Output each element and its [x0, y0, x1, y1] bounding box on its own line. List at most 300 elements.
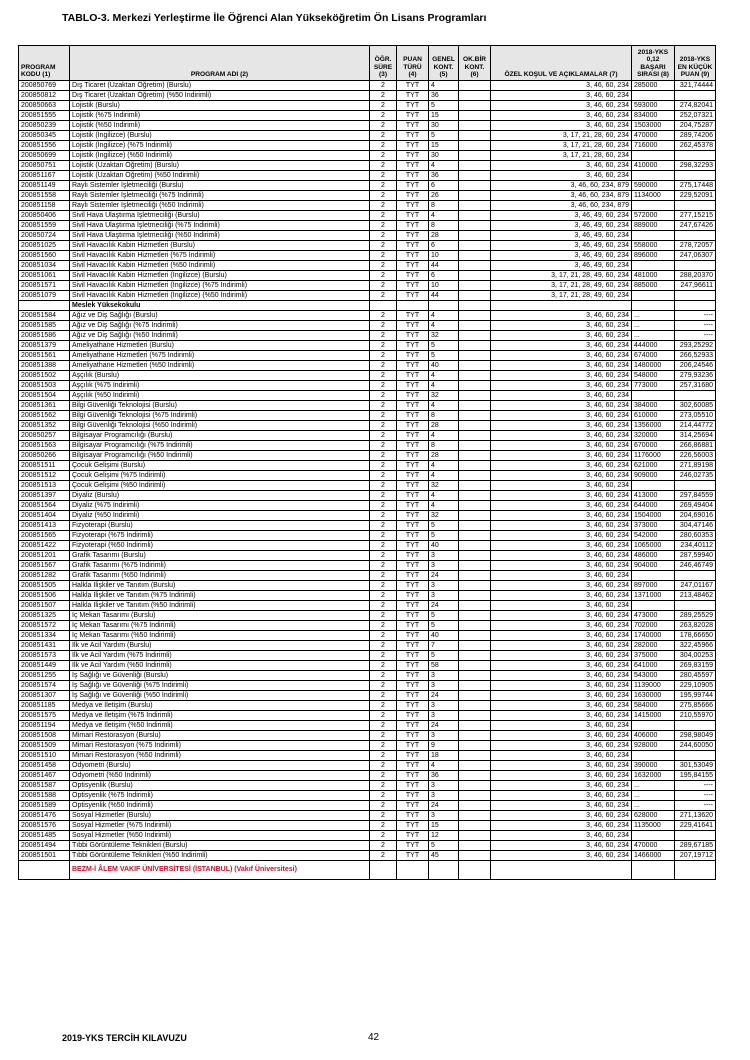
cell-quota: 3: [429, 591, 459, 601]
cell-okbir: [459, 261, 491, 271]
cell-score: 287,59940: [675, 551, 716, 561]
cell-code: 200851307: [19, 691, 70, 701]
cell-type: TYT: [397, 231, 429, 241]
cell-okbir: [459, 821, 491, 831]
cell-okbir: [459, 361, 491, 371]
cell-code: 200851562: [19, 411, 70, 421]
cell-code: 200851449: [19, 661, 70, 671]
cell-score: 195,84155: [675, 771, 716, 781]
cell-type: TYT: [397, 551, 429, 561]
cell-name: Raylı Sistemler İşletmeciliği (%50 İndirimli): [70, 201, 370, 211]
cell-okbir: [459, 751, 491, 761]
page-number: 42: [368, 1032, 380, 1043]
cell-name: İlk ve Acil Yardım (%75 İndirimli): [70, 651, 370, 661]
cell-notes: 3, 46, 60, 234: [491, 331, 632, 341]
cell-type: TYT: [397, 761, 429, 771]
cell-name: Odyometri (Burslu): [70, 761, 370, 771]
cell-quota: 44: [429, 291, 459, 301]
cell-dur: 2: [370, 361, 397, 371]
cell-rank: 390000: [632, 761, 675, 771]
cell-rank: [632, 601, 675, 611]
cell-dur: 2: [370, 191, 397, 201]
cell-rank: 410000: [632, 161, 675, 171]
cell-notes: 3, 46, 60, 234: [491, 811, 632, 821]
table-row: [19, 661, 716, 671]
cell-notes: 3, 46, 60, 234: [491, 491, 632, 501]
cell-name: Sivil Hava Ulaştırma İşletmeciliği (Burslu): [70, 211, 370, 221]
cell-okbir: [459, 541, 491, 551]
cell-dur: 2: [370, 421, 397, 431]
cell-okbir: [459, 701, 491, 711]
cell-type: TYT: [397, 731, 429, 741]
table-header-row: [19, 46, 716, 81]
cell-quota: 4: [429, 501, 459, 511]
cell-code: 200851503: [19, 381, 70, 391]
cell-type: TYT: [397, 261, 429, 271]
table-row: [19, 561, 716, 571]
cell-okbir: [459, 321, 491, 331]
cell-quota: 3: [429, 711, 459, 721]
table-row: [19, 481, 716, 491]
cell-quota: 7: [429, 641, 459, 651]
footer-text: 2019-YKS TERCİH KILAVUZU: [62, 1033, 187, 1043]
cell-okbir: [459, 171, 491, 181]
cell-name: Mimari Restorasyon (%50 İndirimli): [70, 751, 370, 761]
table-row: [19, 501, 716, 511]
table-row: [19, 81, 716, 91]
cell-okbir: [459, 571, 491, 581]
cell-notes: 3, 46, 60, 234: [491, 711, 632, 721]
cell-rank: 1503000: [632, 121, 675, 131]
cell-okbir: [459, 371, 491, 381]
cell-score: 257,31680: [675, 381, 716, 391]
cell-rank: 384000: [632, 401, 675, 411]
cell-code: 200851458: [19, 761, 70, 771]
cell-notes: 3, 46, 60, 234: [491, 531, 632, 541]
cell-type: TYT: [397, 791, 429, 801]
cell-name: Medya ve İletişim (%75 İndirimli): [70, 711, 370, 721]
cell-quota: 10: [429, 251, 459, 261]
cell-quota: 5: [429, 341, 459, 351]
cell-rank: 702000: [632, 621, 675, 631]
cell-okbir: [459, 591, 491, 601]
table-row: [19, 351, 716, 361]
empty-cell: [429, 861, 459, 880]
cell-quota: 32: [429, 391, 459, 401]
header-okbir: OK.BİR KONT. (6): [459, 46, 491, 81]
cell-code: 200850724: [19, 231, 70, 241]
cell-quota: 5: [429, 521, 459, 531]
cell-name: Lojistik (İngilizce) (%75 İndirimli): [70, 141, 370, 151]
empty-cell: [491, 861, 632, 880]
cell-score: ----: [675, 791, 716, 801]
cell-quota: 5: [429, 131, 459, 141]
cell-dur: 2: [370, 561, 397, 571]
cell-type: TYT: [397, 81, 429, 91]
cell-quota: 4: [429, 401, 459, 411]
cell-code: 200851510: [19, 751, 70, 761]
cell-notes: 3, 46, 60, 234, 879: [491, 201, 632, 211]
cell-quota: 5: [429, 531, 459, 541]
cell-name: Lojistik (%75 İndirimli): [70, 111, 370, 121]
cell-notes: 3, 46, 60, 234: [491, 321, 632, 331]
cell-code: 200851564: [19, 501, 70, 511]
cell-code: 200851352: [19, 421, 70, 431]
cell-rank: [632, 201, 675, 211]
cell-rank: ...: [632, 311, 675, 321]
cell-name: Fizyoterapi (%50 İndirimli): [70, 541, 370, 551]
cell-rank: 481000: [632, 271, 675, 281]
cell-score: 275,17448: [675, 181, 716, 191]
cell-quota: 5: [429, 651, 459, 661]
cell-name: Optisyenlik (%50 İndirimli): [70, 801, 370, 811]
cell-score: [675, 831, 716, 841]
cell-notes: 3, 46, 60, 234: [491, 701, 632, 711]
cell-okbir: [459, 311, 491, 321]
cell-notes: 3, 46, 60, 234: [491, 831, 632, 841]
cell-notes: 3, 46, 60, 234: [491, 681, 632, 691]
cell-notes: 3, 46, 60, 234: [491, 511, 632, 521]
cell-notes: 3, 17, 21, 28, 60, 234: [491, 151, 632, 161]
cell-notes: 3, 46, 60, 234: [491, 761, 632, 771]
header-duration: ÖĞR. SÜRE (3): [370, 46, 397, 81]
cell-quota: 40: [429, 541, 459, 551]
cell-code: 200850812: [19, 91, 70, 101]
cell-rank: 413000: [632, 491, 675, 501]
cell-quota: 40: [429, 361, 459, 371]
cell-notes: 3, 17, 21, 28, 49, 60, 234: [491, 271, 632, 281]
cell-notes: 3, 46, 60, 234: [491, 441, 632, 451]
cell-rank: [632, 291, 675, 301]
programs-table: [18, 45, 716, 880]
cell-dur: 2: [370, 461, 397, 471]
cell-code: 200851404: [19, 511, 70, 521]
cell-code: 200850266: [19, 451, 70, 461]
cell-rank: ...: [632, 331, 675, 341]
cell-name: Diyaliz (%75 İndirimli): [70, 501, 370, 511]
cell-rank: 1480000: [632, 361, 675, 371]
cell-quota: 3: [429, 731, 459, 741]
cell-quota: 5: [429, 611, 459, 621]
cell-code: 200851507: [19, 601, 70, 611]
cell-score: 271,13620: [675, 811, 716, 821]
cell-quota: 3: [429, 791, 459, 801]
cell-notes: 3, 46, 60, 234: [491, 561, 632, 571]
cell-type: TYT: [397, 651, 429, 661]
cell-score: ----: [675, 311, 716, 321]
cell-name: Çocuk Gelişimi (%50 İndirimli): [70, 481, 370, 491]
cell-rank: 670000: [632, 441, 675, 451]
empty-cell: [632, 301, 675, 311]
cell-dur: 2: [370, 751, 397, 761]
cell-notes: 3, 46, 60, 234: [491, 81, 632, 91]
cell-name: Sivil Hava Ulaştırma İşletmeciliği (%75 İndirimli): [70, 221, 370, 231]
cell-score: 275,85666: [675, 701, 716, 711]
cell-type: TYT: [397, 111, 429, 121]
cell-code: 200851255: [19, 671, 70, 681]
cell-name: Bilgisayar Programcılığı (%50 İndirimli): [70, 451, 370, 461]
cell-type: TYT: [397, 841, 429, 851]
cell-okbir: [459, 271, 491, 281]
cell-okbir: [459, 741, 491, 751]
cell-rank: 1176000: [632, 451, 675, 461]
cell-rank: 486000: [632, 551, 675, 561]
cell-notes: 3, 46, 60, 234: [491, 111, 632, 121]
cell-score: [675, 751, 716, 761]
header-notes: ÖZEL KOŞUL VE AÇIKLAMALAR (7): [491, 46, 632, 81]
cell-score: 273,05510: [675, 411, 716, 421]
cell-name: Sosyal Hizmetler (%50 İndirimli): [70, 831, 370, 841]
cell-type: TYT: [397, 241, 429, 251]
cell-score: 252,07321: [675, 111, 716, 121]
table-row: [19, 511, 716, 521]
cell-notes: 3, 46, 49, 60, 234: [491, 231, 632, 241]
cell-rank: 909000: [632, 471, 675, 481]
table-row: [19, 751, 716, 761]
cell-name: İlk ve Acil Yardım (%50 İndirimli): [70, 661, 370, 671]
cell-score: [675, 231, 716, 241]
cell-name: Ağız ve Diş Sağlığı (%75 İndirimli): [70, 321, 370, 331]
cell-type: TYT: [397, 201, 429, 211]
cell-type: TYT: [397, 291, 429, 301]
cell-dur: 2: [370, 241, 397, 251]
cell-quota: 8: [429, 411, 459, 421]
cell-type: TYT: [397, 751, 429, 761]
cell-code: 200851185: [19, 701, 70, 711]
cell-name: İş Sağlığı ve Güvenliği (%50 İndirimli): [70, 691, 370, 701]
cell-okbir: [459, 761, 491, 771]
cell-okbir: [459, 691, 491, 701]
cell-okbir: [459, 401, 491, 411]
cell-notes: 3, 46, 60, 234: [491, 361, 632, 371]
section-code-cell: [19, 301, 70, 311]
cell-score: 277,15215: [675, 211, 716, 221]
table-row: [19, 391, 716, 401]
cell-rank: 928000: [632, 741, 675, 751]
table-row: [19, 781, 716, 791]
cell-okbir: [459, 111, 491, 121]
cell-name: Optisyenlik (%75 İndirimli): [70, 791, 370, 801]
cell-dur: 2: [370, 261, 397, 271]
cell-rank: ...: [632, 321, 675, 331]
cell-score: [675, 91, 716, 101]
cell-score: 266,52933: [675, 351, 716, 361]
cell-score: 195,99744: [675, 691, 716, 701]
cell-rank: 444000: [632, 341, 675, 351]
cell-dur: 2: [370, 731, 397, 741]
table-row: [19, 331, 716, 341]
cell-quota: 4: [429, 471, 459, 481]
cell-code: 200851556: [19, 141, 70, 151]
cell-dur: 2: [370, 601, 397, 611]
cell-dur: 2: [370, 791, 397, 801]
cell-name: Grafik Tasarımı (%75 İndirimli): [70, 561, 370, 571]
cell-dur: 2: [370, 611, 397, 621]
cell-notes: 3, 46, 60, 234: [491, 781, 632, 791]
header-min-score: 2018-YKS EN KÜÇÜK PUAN (9): [675, 46, 716, 81]
cell-score: 262,45378: [675, 141, 716, 151]
table-row: [19, 111, 716, 121]
cell-notes: 3, 46, 60, 234: [491, 381, 632, 391]
cell-code: 200851501: [19, 851, 70, 861]
cell-okbir: [459, 791, 491, 801]
cell-code: 200851397: [19, 491, 70, 501]
cell-score: 229,41641: [675, 821, 716, 831]
cell-okbir: [459, 661, 491, 671]
cell-dur: 2: [370, 551, 397, 561]
cell-type: TYT: [397, 701, 429, 711]
cell-dur: 2: [370, 141, 397, 151]
cell-notes: 3, 46, 49, 60, 234: [491, 261, 632, 271]
cell-score: 213,48462: [675, 591, 716, 601]
cell-quota: 4: [429, 81, 459, 91]
cell-name: Sivil Havacılık Kabin Hizmetleri (%75 İndirimli): [70, 251, 370, 261]
cell-dur: 2: [370, 581, 397, 591]
cell-code: 200851511: [19, 461, 70, 471]
cell-okbir: [459, 291, 491, 301]
cell-type: TYT: [397, 661, 429, 671]
cell-notes: 3, 46, 60, 234: [491, 791, 632, 801]
cell-score: 214,44772: [675, 421, 716, 431]
cell-score: [675, 481, 716, 491]
cell-score: [675, 601, 716, 611]
cell-dur: 2: [370, 381, 397, 391]
cell-okbir: [459, 521, 491, 531]
cell-quota: 4: [429, 211, 459, 221]
cell-quota: 3: [429, 681, 459, 691]
cell-quota: 26: [429, 191, 459, 201]
cell-name: Ameliyathane Hizmetleri (%75 İndirimli): [70, 351, 370, 361]
table-row: [19, 831, 716, 841]
table-row: [19, 601, 716, 611]
table-row: [19, 121, 716, 131]
cell-notes: 3, 46, 60, 234: [491, 801, 632, 811]
cell-quota: 4: [429, 381, 459, 391]
cell-notes: 3, 46, 60, 234: [491, 731, 632, 741]
cell-dur: 2: [370, 291, 397, 301]
cell-quota: 36: [429, 91, 459, 101]
cell-quota: 32: [429, 511, 459, 521]
cell-code: 200851575: [19, 711, 70, 721]
table-row: [19, 361, 716, 371]
cell-code: 200851034: [19, 261, 70, 271]
cell-name: İç Mekan Tasarımı (Burslu): [70, 611, 370, 621]
cell-name: Sivil Havacılık Kabin Hizmetleri (İngilizce) (Burslu): [70, 271, 370, 281]
table-row: [19, 311, 716, 321]
cell-okbir: [459, 341, 491, 351]
cell-name: Medya ve İletişim (Burslu): [70, 701, 370, 711]
cell-score: 263,82028: [675, 621, 716, 631]
table-row: [19, 691, 716, 701]
table-row: [19, 211, 716, 221]
cell-rank: [632, 391, 675, 401]
cell-quota: 9: [429, 741, 459, 751]
cell-notes: 3, 46, 60, 234: [491, 841, 632, 851]
table-row: [19, 151, 716, 161]
cell-okbir: [459, 771, 491, 781]
table-row: [19, 171, 716, 181]
cell-name: Ameliyathane Hizmetleri (Burslu): [70, 341, 370, 351]
empty-cell: [459, 861, 491, 880]
cell-name: Sivil Havacılık Kabin Hizmetleri (İngilizce) (%50 İndirimli): [70, 291, 370, 301]
cell-type: TYT: [397, 141, 429, 151]
cell-type: TYT: [397, 821, 429, 831]
cell-quota: 28: [429, 421, 459, 431]
cell-notes: 3, 46, 60, 234: [491, 691, 632, 701]
empty-cell: [370, 301, 397, 311]
cell-code: 200850769: [19, 81, 70, 91]
cell-type: TYT: [397, 721, 429, 731]
cell-quota: 3: [429, 701, 459, 711]
cell-name: Bilgi Güvenliği Teknolojisi (%75 İndirimli): [70, 411, 370, 421]
cell-code: 200851588: [19, 791, 70, 801]
cell-code: 200851282: [19, 571, 70, 581]
cell-notes: 3, 46, 60, 234: [491, 411, 632, 421]
cell-dur: 2: [370, 771, 397, 781]
cell-name: Bilgisayar Programcılığı (%75 İndirimli): [70, 441, 370, 451]
cell-name: Halkla İlişkiler ve Tanıtım (%50 İndirimli): [70, 601, 370, 611]
cell-dur: 2: [370, 161, 397, 171]
section-row: [19, 301, 716, 311]
table-row: [19, 401, 716, 411]
cell-name: İç Mekan Tasarımı (%75 İndirimli): [70, 621, 370, 631]
cell-score: [675, 201, 716, 211]
cell-type: TYT: [397, 561, 429, 571]
cell-score: 210,55970: [675, 711, 716, 721]
empty-cell: [675, 861, 716, 880]
cell-dur: 2: [370, 91, 397, 101]
cell-okbir: [459, 91, 491, 101]
cell-score: 297,84559: [675, 491, 716, 501]
cell-type: TYT: [397, 161, 429, 171]
cell-dur: 2: [370, 571, 397, 581]
cell-type: TYT: [397, 621, 429, 631]
cell-okbir: [459, 241, 491, 251]
empty-cell: [397, 301, 429, 311]
cell-notes: 3, 46, 60, 234: [491, 101, 632, 111]
cell-notes: 3, 46, 60, 234: [491, 661, 632, 671]
table-row: [19, 281, 716, 291]
cell-name: Tıbbi Görüntüleme Teknikleri (%50 İndirimli): [70, 851, 370, 861]
cell-score: 247,01167: [675, 581, 716, 591]
cell-code: 200851422: [19, 541, 70, 551]
cell-notes: 3, 46, 60, 234: [491, 651, 632, 661]
cell-type: TYT: [397, 641, 429, 651]
cell-score: 247,96611: [675, 281, 716, 291]
cell-dur: 2: [370, 661, 397, 671]
cell-quota: 6: [429, 271, 459, 281]
cell-code: 200850663: [19, 101, 70, 111]
cell-notes: 3, 46, 60, 234: [491, 91, 632, 101]
cell-score: 321,74444: [675, 81, 716, 91]
cell-dur: 2: [370, 851, 397, 861]
cell-okbir: [459, 391, 491, 401]
cell-name: Ağız ve Diş Sağlığı (Burslu): [70, 311, 370, 321]
cell-okbir: [459, 601, 491, 611]
cell-score: 274,82041: [675, 101, 716, 111]
cell-code: 200851361: [19, 401, 70, 411]
cell-dur: 2: [370, 281, 397, 291]
cell-code: 200851584: [19, 311, 70, 321]
cell-dur: 2: [370, 721, 397, 731]
cell-rank: [632, 571, 675, 581]
cell-rank: 1504000: [632, 511, 675, 521]
cell-code: 200851513: [19, 481, 70, 491]
cell-dur: 2: [370, 131, 397, 141]
cell-code: 200851586: [19, 331, 70, 341]
cell-dur: 2: [370, 521, 397, 531]
cell-quota: 15: [429, 111, 459, 121]
